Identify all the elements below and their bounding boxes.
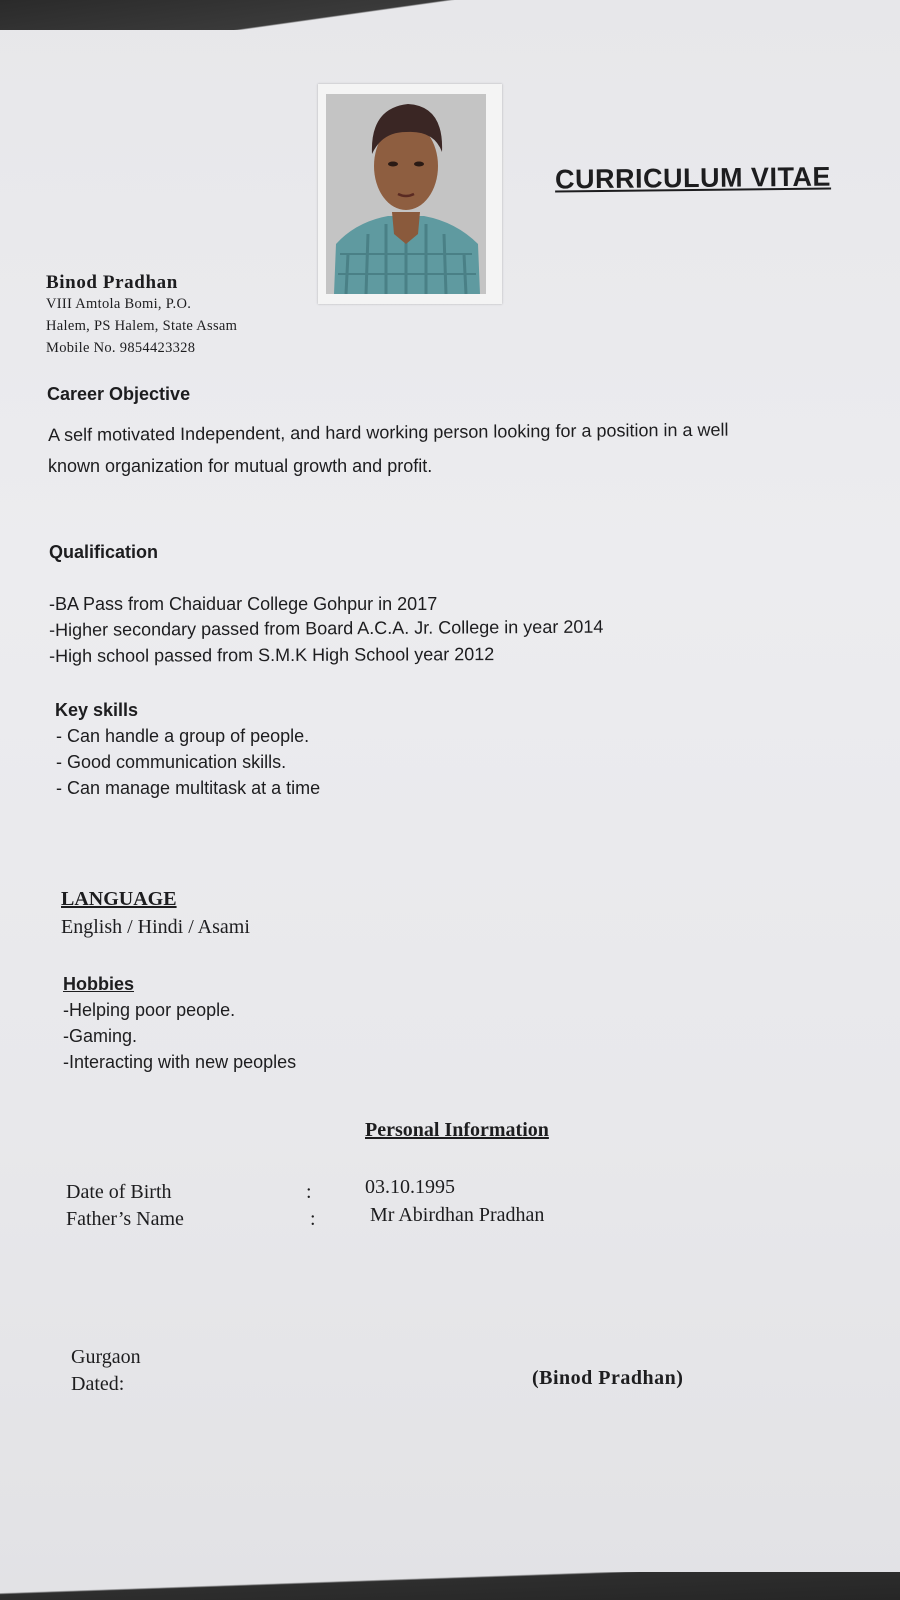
address-line: VIII Amtola Bomi, P.O. — [46, 296, 192, 312]
qualification-heading: Qualification — [49, 542, 159, 562]
qualification-item: -BA Pass from Chaiduar College Gohpur in 2017 — [49, 594, 438, 614]
hobbies-heading: Hobbies — [63, 974, 135, 994]
key-skill-item: - Can manage multitask at a time — [56, 778, 321, 798]
father-name-value: Mr Abirdhan Pradhan — [370, 1204, 545, 1226]
person-portrait-icon — [326, 94, 486, 294]
top-edge-shadow — [0, 0, 900, 30]
hobby-item: -Gaming. — [63, 1026, 138, 1046]
signature-name: (Binod Pradhan) — [532, 1367, 684, 1389]
father-name-label: Father’s Name — [66, 1208, 184, 1230]
hobby-item: -Helping poor people. — [63, 1000, 236, 1020]
profile-photo-image — [326, 94, 486, 294]
key-skills-heading: Key skills — [55, 700, 139, 720]
qualification-item: -High school passed from S.M.K High School year 2012 — [49, 644, 495, 666]
personal-information-heading: Personal Information — [365, 1119, 549, 1141]
mobile-number: Mobile No. 9854423328 — [46, 340, 196, 356]
career-objective-text: known organization for mutual growth and profit. — [48, 456, 433, 476]
dob-value: 03.10.1995 — [365, 1176, 455, 1198]
dob-label: Date of Birth — [66, 1181, 172, 1203]
dated-label: Dated: — [71, 1373, 125, 1395]
qualification-item: -Higher secondary passed from Board A.C.A. Jr. College in year 2014 — [49, 616, 604, 640]
language-value: English / Hindi / Asami — [61, 916, 250, 938]
profile-photo — [318, 84, 502, 304]
address-line: Halem, PS Halem, State Assam — [46, 318, 238, 334]
hobby-item: -Interacting with new peoples — [63, 1052, 297, 1072]
career-objective-heading: Career Objective — [47, 384, 191, 404]
cv-title: CURRICULUM VITAE — [554, 161, 832, 195]
bottom-edge-shadow — [0, 1572, 900, 1600]
dob-separator: : — [306, 1181, 312, 1203]
place: Gurgaon — [71, 1346, 141, 1368]
father-name-separator: : — [310, 1208, 316, 1230]
key-skill-item: - Can handle a group of people. — [56, 726, 310, 746]
language-heading: LANGUAGE — [61, 888, 177, 910]
candidate-name: Binod Pradhan — [46, 272, 178, 293]
career-objective-text: A self motivated Independent, and hard working person looking for a position in a well — [48, 419, 729, 445]
key-skill-item: - Good communication skills. — [56, 752, 287, 772]
